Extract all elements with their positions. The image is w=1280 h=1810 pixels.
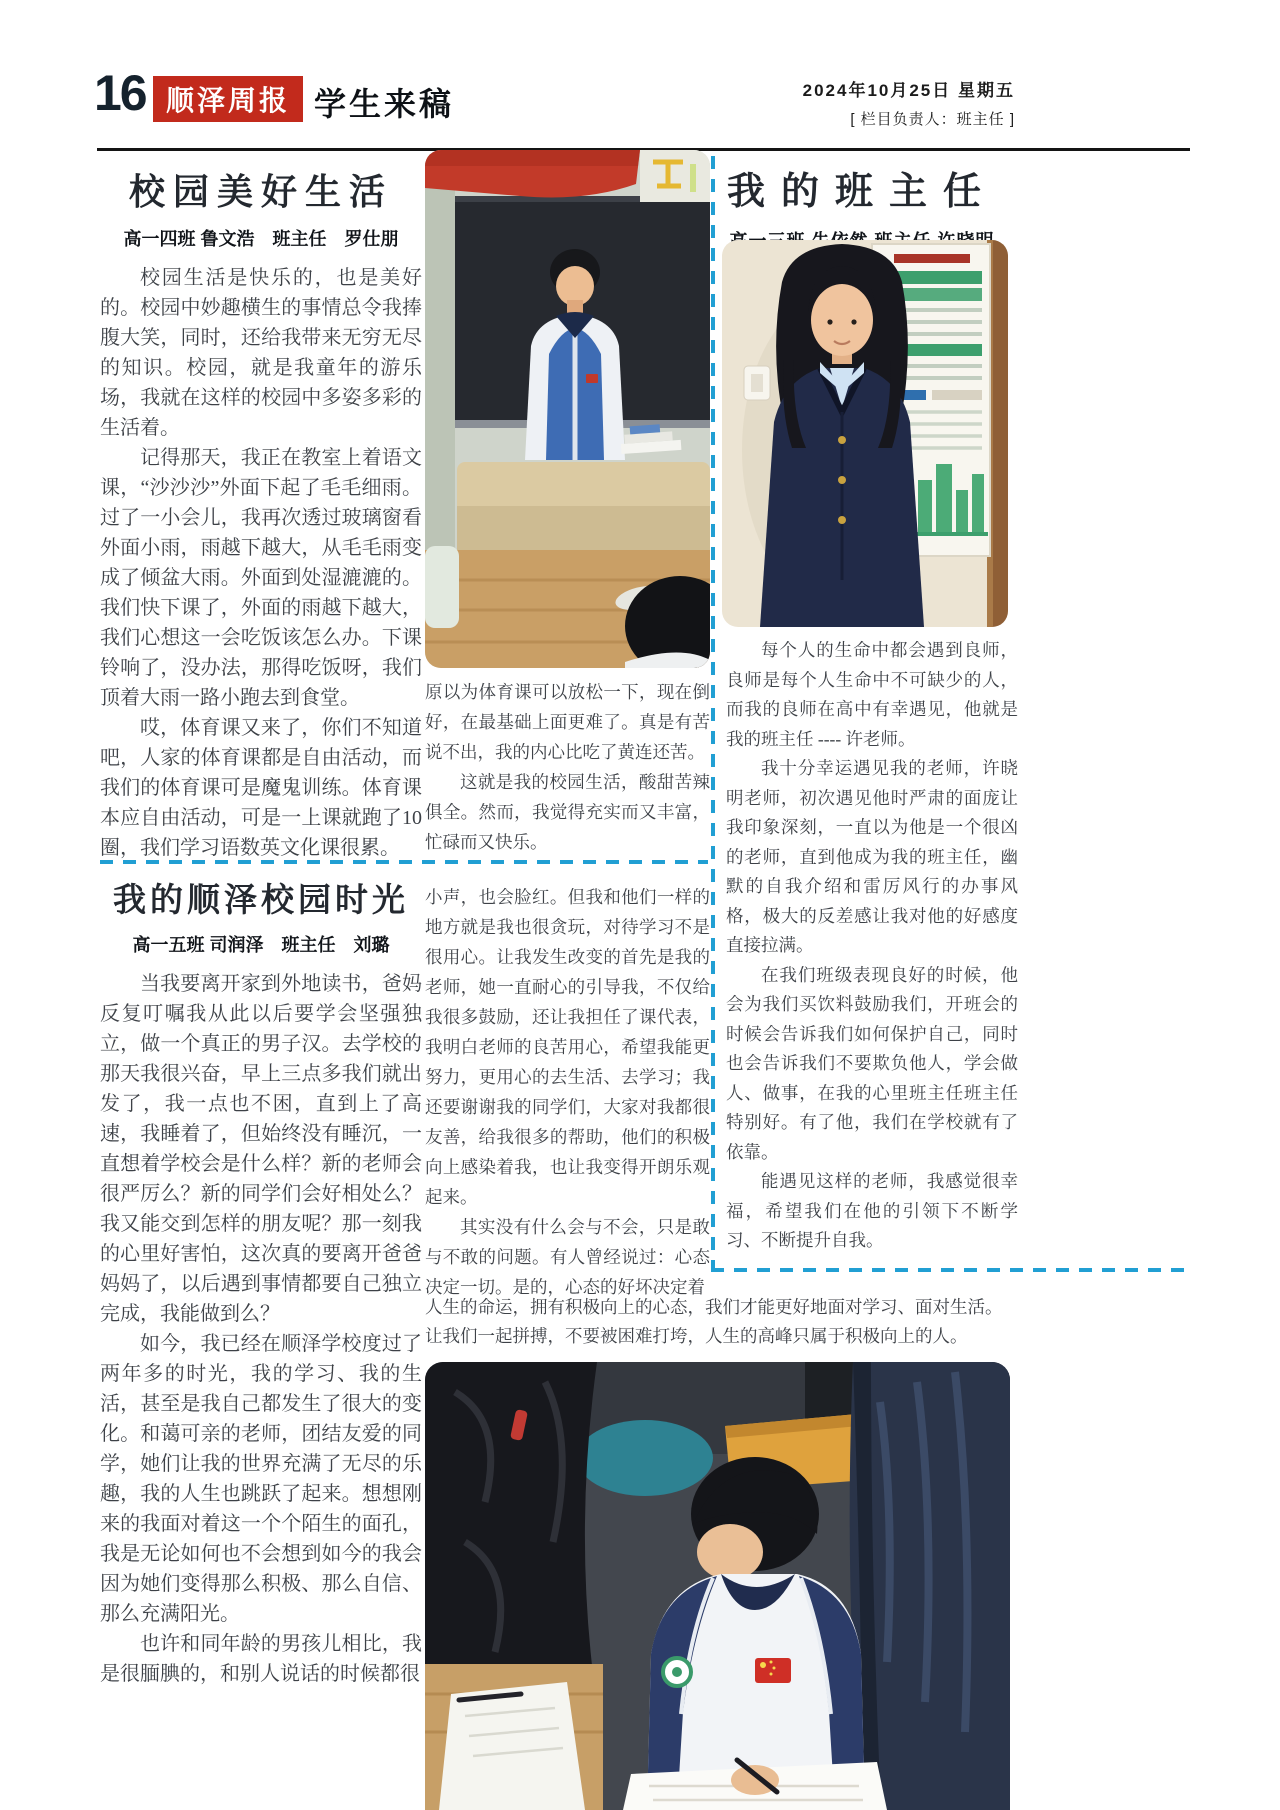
paragraph: 每个人的生命中都会遇到良师，良师是每个人生命中不可缺少的人，而我的良师在高中有幸遇见，他就是我的班主任 ---- 许老师。 [726,640,1018,749]
column-editor-note: [ 栏目负责人：班主任 ] [850,111,1015,128]
paragraph: 如今，我已经在顺泽学校度过了两年多的时光，我的学习、我的生活，甚至是我自己都发生了很大的变化。和蔼可亲的老师，团结友爱的同学，她们让我的世界充满了无尽的乐趣，我的人生也跳跃了起来。想想刚来的我面对着这一个个陌生的面孔，我是无论如何也不会想到如今的我会因为她们变得那么积极、那么自信、那么充满阳光。 [100,1333,422,1625]
article-class-teacher-body [726,636,1018,1256]
article-shunze-time [100,874,422,1689]
article-campus-life [100,164,422,863]
article-shunze-time-continuation [425,882,710,1302]
wide-line: 让我们一起拼搏，不要被困难打垮，人生的高峰只属于积极向上的人。 [425,1326,968,1346]
paragraph: 当我要离开家到外地读书，爸妈反复叮嘱我从此以后要学会坚强独立，做一个真正的男子汉。去学校的那天我很兴奋，早上三点多我们就出发了，我一点也不困，直到上了高速，我睡着了，但始终没有睡沉，一直想着学校会是什么样？新的老师会很严厉么？新的同学们会好相处么？我又能交到怎样的朋友呢？那一刻我的心里好害怕，这次真的要离开爸爸妈妈了，以后遇到事情都要自己独立完成，我能做到么？ [100,973,422,1325]
paragraph: 我十分幸运遇见我的老师，许晓明老师，初次遇见他时严肃的面庞让我印象深刻，一直以为他是一个很凶的老师，直到他成为我的班主任，幽默的自我介绍和雷厉风行的办事风格，极大的反差感让我对他的好感度直接拉满。 [726,758,1018,955]
article-title: 我的顺泽校园时光 [113,881,409,918]
page-number: 16 [94,65,146,121]
photo-classroom-boy-speaking [425,150,710,668]
paragraph: 校园生活是快乐的，也是美好的。校园中妙趣横生的事情总令我捧腹大笑，同时，还给我带来无穷无尽的知识。校园，就是我童年的游乐场，我就在这样的校园中多姿多彩的生活着。 [100,267,422,439]
photo-boy-student-writing [425,1362,1010,1810]
header-meta [803,76,1015,129]
paragraph: 也许和同年龄的男孩儿相比，我是很腼腆的，和别人说话的时候都很 [100,1633,422,1685]
article-body [100,263,422,863]
article-title: 我的班主任 [726,171,997,213]
section-title: 学生来稿 [314,86,455,122]
paragraph: 这就是我的校园生活，酸甜苦辣俱全。然而，我觉得充实而又丰富，忙碌而又快乐。 [425,772,710,852]
article-campus-life-continuation [425,677,710,857]
paragraph: 原以为体育课可以放松一下，现在倒好，在最基础上面更难了。真是有苦说不出，我的内心比吃了黄连还苦。 [425,682,710,762]
column-divider-dashed [711,156,715,1270]
article-byline: 高一五班 司润泽 班主任 刘璐 [132,935,390,955]
article-bottom-divider-dashed [711,1268,1190,1272]
article-byline: 高一四班 鲁文浩 班主任 罗仕朋 [123,229,399,249]
photo-girl-student-uniform [722,240,1008,627]
paragraph: 记得那天，我正在教室上着语文课，“沙沙沙”外面下起了毛毛细雨。过了一小会儿，我再次透过玻璃窗看外面小雨，雨越下越大，从毛毛雨变成了倾盆大雨。外面到处湿漉漉的。我们快下课了，外面的雨越下越大，我们心想这一会吃饭该怎么办。下课铃响了，没办法，那得吃饭呀，我们顶着大雨一路小跑去到食堂。 [100,447,422,709]
photo-girl-illustration [722,240,1008,627]
photo-classroom-illustration [425,150,710,668]
paragraph: 能遇见这样的老师，我感觉很幸福，希望我们在他的引领下不断学习、不断提升自我。 [726,1171,1018,1250]
paragraph: 其实没有什么会与不会，只是敢与不敢的问题。有人曾经说过：心态决定一切。是的，心态的好坏决定着 [425,1217,710,1297]
article-shunze-time-wide-lines [425,1293,1195,1351]
article-body [100,969,422,1689]
article-title: 校园美好生活 [128,171,393,212]
paragraph: 在我们班级表现良好的时候，他会为我们买饮料鼓励我们，开班会的时候会告诉我们如何保护自己，同时也会告诉我们不要欺负他人，学会做人、做事，在我的心里班主任班主任特别好。有了他，我们在学校就有了依靠。 [726,964,1018,1162]
paragraph: 小声，也会脸红。但我和他们一样的地方就是我也很贪玩，对待学习不是很用心。让我发生改变的首先是我的老师，她一直耐心的引导我，不仅给我很多鼓励，还让我担任了课代表，我明白老师的良苦用心，希望我能更努力，更用心的去生活、去学习；我还要谢谢我的同学们，大家对我都很友善，给我很多的帮助，他们的积极向上感染着我，也让我变得开朗乐观起来。 [425,887,710,1207]
issue-date: 2024年10月25日 星期五 [802,81,1015,100]
masthead-logo: 顺泽周报 [153,76,303,122]
photo-writing-illustration [425,1362,1010,1810]
paragraph: 哎，体育课又来了，你们不知道吧，人家的体育课都是自由活动，而我们的体育课可是魔鬼训练。体育课本应自由活动，可是一上课就跑了10圈，我们学习语数英文化课很累。 [100,717,422,859]
wide-line: 人生的命运，拥有积极向上的心态，我们才能更好地面对学习、面对生活。 [425,1297,1003,1317]
